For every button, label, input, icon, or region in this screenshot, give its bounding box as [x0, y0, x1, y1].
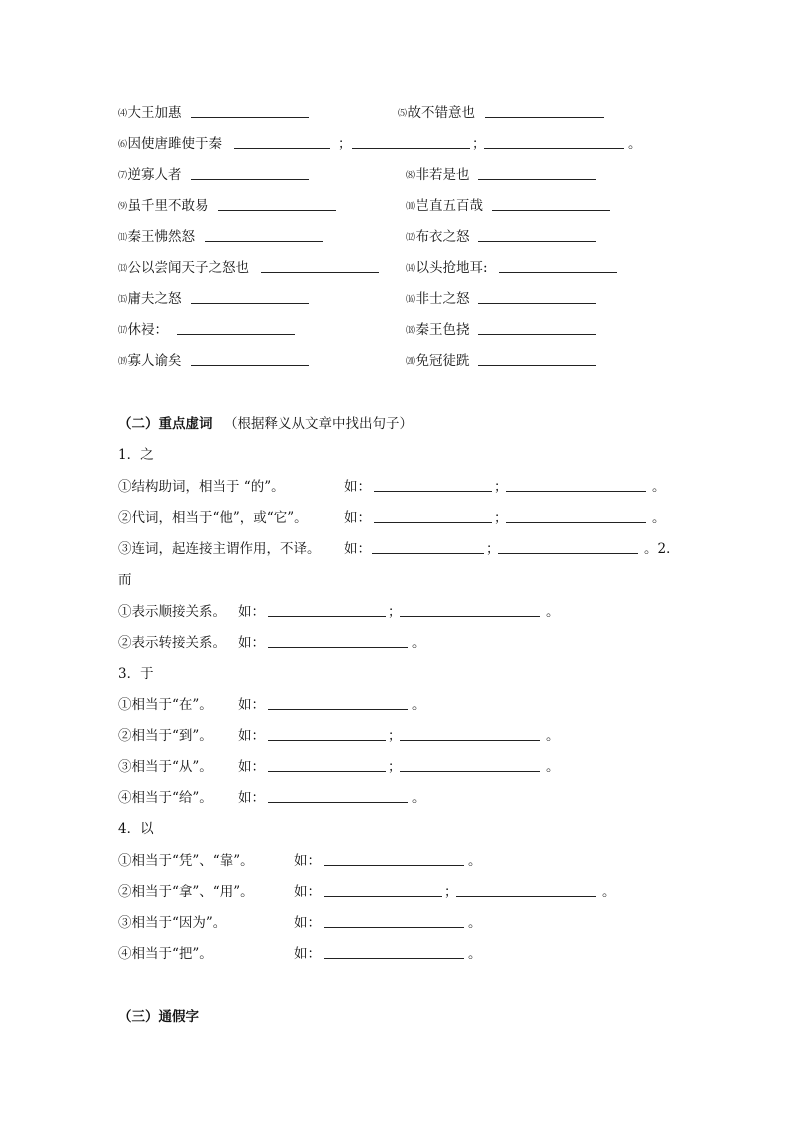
vocab-item: ⑼虽千里不敢易: [118, 198, 209, 214]
answer-blank[interactable]: [506, 507, 646, 523]
vocab-item: ⑸故不错意也: [398, 105, 476, 121]
answer-blank[interactable]: [205, 226, 323, 242]
answer-blank[interactable]: [499, 257, 617, 273]
answer-blank[interactable]: [268, 632, 408, 648]
exercise-line: ①结构助词，相当于 “的”。 如： ； 。: [118, 476, 678, 498]
vocab-row: [118, 133, 678, 155]
answer-blank[interactable]: [268, 694, 408, 710]
exercise-line: ①相当于“在”。 如： 。: [118, 694, 678, 716]
exercise-line: ③相当于“因为”。 如： 。: [118, 912, 678, 934]
answer-blank[interactable]: [234, 133, 330, 149]
period: 。: [628, 136, 642, 152]
answer-blank[interactable]: [400, 725, 540, 741]
answer-blank[interactable]: [324, 943, 464, 959]
separator: ；: [472, 136, 486, 152]
section-title: （三）通假字: [118, 1009, 199, 1025]
answer-blank[interactable]: [478, 319, 596, 335]
answer-blank[interactable]: [268, 787, 408, 803]
exercise-line: ②相当于“拿”、“用”。 如： ； 。: [118, 881, 678, 903]
vocab-item: ⑾秦王怫然怒: [118, 229, 196, 245]
exercise-line: ③相当于“从”。 如： ； 。: [118, 756, 678, 778]
answer-blank[interactable]: [324, 881, 442, 897]
exercise-line: ④相当于“给”。 如： 。: [118, 787, 678, 809]
vocab-item: ⒆寡人谕矣: [118, 353, 182, 369]
answer-blank[interactable]: [324, 912, 464, 928]
answer-blank[interactable]: [456, 881, 596, 897]
answer-blank[interactable]: [218, 195, 336, 211]
vocab-item: ⒇免冠徒跣: [406, 353, 470, 369]
answer-blank[interactable]: [478, 350, 596, 366]
exercise-line: ④相当于“把”。 如： 。: [118, 943, 678, 965]
answer-blank[interactable]: [324, 850, 464, 866]
vocab-row: [118, 164, 678, 186]
vocab-item: ⑻非若是也: [406, 167, 470, 183]
answer-blank[interactable]: [484, 133, 624, 149]
answer-blank[interactable]: [191, 350, 309, 366]
section-subtitle: （根据释义从文章中找出句子）: [224, 416, 413, 432]
answer-blank[interactable]: [492, 195, 610, 211]
vocab-item: ⑿布衣之怒: [406, 229, 470, 245]
answer-blank[interactable]: [177, 319, 295, 335]
answer-blank[interactable]: [400, 601, 540, 617]
answer-blank[interactable]: [374, 507, 492, 523]
separator: ；: [338, 136, 352, 152]
answer-blank[interactable]: [352, 133, 470, 149]
vocab-row: [118, 319, 678, 341]
vocab-item: ⑺逆寡人者: [118, 167, 182, 183]
vocab-item: ⑽岂直五百哉: [406, 198, 484, 214]
vocab-row: [118, 226, 678, 248]
vocab-item: ⒂庸夫之怒: [118, 291, 182, 307]
vocab-row: [118, 102, 678, 124]
answer-blank[interactable]: [400, 756, 540, 772]
answer-blank[interactable]: [374, 476, 492, 492]
exercise-line: ①相当于“凭”、“靠”。 如： 。: [118, 850, 678, 872]
vocab-item: ⒃非士之怒: [406, 291, 470, 307]
vocab-item: ⒁以头抢地耳:: [406, 260, 488, 276]
answer-blank[interactable]: [191, 164, 309, 180]
vocab-row: [118, 195, 678, 217]
vocab-item: ⒅秦王色挠: [406, 322, 470, 338]
section-title: （二）重点虚词: [118, 416, 213, 432]
exercise-line: ③连词，起连接主谓作用，不译。 如： ； 。2．: [118, 538, 688, 560]
vocab-item: ⒄休祲：: [118, 322, 169, 338]
vocab-item: ⑹因使唐雎使于秦: [118, 136, 223, 152]
exercise-line: ①表示顺接关系。 如： ； 。: [118, 601, 678, 623]
exercise-line: ②相当于“到”。 如： ； 。: [118, 725, 678, 747]
exercise-line: ②代词，相当于“他”，或“它”。 如： ； 。: [118, 507, 678, 529]
answer-blank[interactable]: [372, 538, 484, 554]
vocab-row: [118, 288, 678, 310]
worksheet-page: ⑷大王加惠 ⑸故不错意也 ⑹因使唐雎使于秦 ； ； 。 ⑺逆寡人者 ⑻非若是也 ⑼虽千里不敢易 ⑽岂直五百哉 ⑾秦王怫然怒 ⑿布衣之怒 ⒀公以尝闻天子之怒也 ⒁以头抢地耳: ⒂庸夫之怒 ⒃非士之怒 ⒄休祲： ⒅秦王色挠 ⒆寡人谕矣 ⒇免冠徒跣 （二）重点虚词 （根据释义从文章中找出句子） 1．之 ①结构助词，相当于 “的”。 如： ； 。 ②代词，相当于“他”，或“它”。 如： ； 。 ③连词，起连接主谓作用，不译。 如： ； 。2． 而 ①表示顺接关系。 如： ； 。 ②表示转接关系。 如： 。 3．于 ①相当于“在”。 如： 。 ②相当于“到”。 如： ； 。 ③相当于“从”。 如： ； 。 ④相当于“给”。 如： 。 4．以 ①相当于“凭”、“靠”。 如： 。 ②相当于“拿”、“用”。 如： ； 。 ③相当于“因为”。 如： 。 ④相当于“把”。 如： 。 （三）通假字: [0, 0, 794, 1123]
answer-blank[interactable]: [191, 288, 309, 304]
vocab-row: [118, 350, 678, 372]
exercise-line: ②表示转接关系。 如： 。: [118, 632, 678, 654]
answer-blank[interactable]: [268, 601, 386, 617]
answer-blank[interactable]: [261, 257, 379, 273]
answer-blank[interactable]: [268, 725, 386, 741]
answer-blank[interactable]: [478, 226, 596, 242]
answer-blank[interactable]: [498, 538, 638, 554]
answer-blank[interactable]: [506, 476, 646, 492]
vocab-item: ⒀公以尝闻天子之怒也: [118, 260, 250, 276]
answer-blank[interactable]: [478, 288, 596, 304]
answer-blank[interactable]: [478, 164, 596, 180]
answer-blank[interactable]: [268, 756, 386, 772]
answer-blank[interactable]: [485, 102, 604, 118]
vocab-row: [118, 257, 678, 279]
answer-blank[interactable]: [191, 102, 309, 118]
vocab-item: ⑷大王加惠: [118, 105, 182, 121]
section-heading: [118, 413, 518, 435]
